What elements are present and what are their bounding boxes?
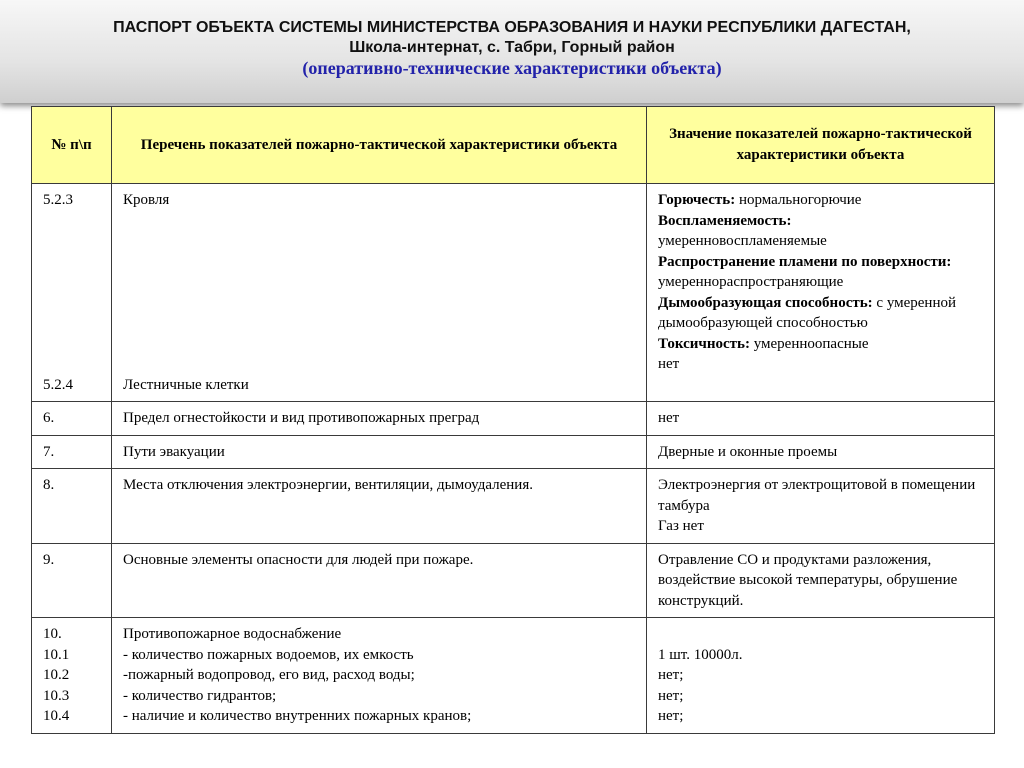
property-line [658, 190, 984, 211]
row-num: 5.2.3 [43, 192, 73, 208]
table-row [32, 618, 995, 734]
header-value: Значение показателей пожарно-тактической характеристики объекта [647, 107, 995, 184]
indicator-text: Основные элементы опасности для людей при пожаре. [112, 543, 647, 618]
value-text: нет; [658, 708, 684, 724]
row-num: 5.2.4 [43, 376, 73, 393]
table-row [32, 184, 995, 402]
property-label: Дымообразующая способность: [658, 294, 873, 311]
property-value: умеренноопасные [749, 335, 869, 352]
header-num: № п\п [32, 107, 112, 184]
property-line [658, 272, 984, 293]
property-label: Горючесть: [658, 192, 736, 208]
row-num: 10.1 [43, 646, 70, 663]
property-label: Токсичность: [658, 335, 750, 352]
header-indicator: Перечень показателей пожарно-тактической характеристики объекта [112, 107, 647, 184]
indicator-text: - наличие и количество внутренних пожарных кранов; [123, 708, 472, 724]
value-text: нет [647, 402, 995, 436]
row-num: 10.3 [43, 687, 70, 704]
property-value: с умеренной дымообразующей способностью [658, 294, 957, 331]
row-num-cell [32, 184, 112, 402]
value-cell [647, 618, 995, 734]
property-value: умеренновоспламеняемые [658, 233, 827, 249]
property-label: Распространение пламени по поверхности: [658, 253, 952, 270]
property-line [658, 252, 984, 273]
indicator-text: Места отключения электроэнергии, вентиляции, дымоудаления. [112, 469, 647, 544]
value-text [658, 624, 984, 645]
property-value: нормальногорючие [735, 192, 862, 208]
value-text: нет; [658, 687, 684, 704]
row-num: 10.4 [43, 708, 70, 724]
row-num: 7. [32, 435, 112, 469]
row-num-cell [32, 618, 112, 734]
value-text: нет; [658, 667, 684, 683]
slide-header [0, 0, 1024, 103]
indicator-text: -пожарный водопровод, его вид, расход воды; [123, 667, 415, 683]
property-line [658, 231, 984, 252]
indicator-text: - количество гидрантов; [123, 687, 277, 704]
table-row [32, 435, 995, 469]
title-line-2: Школа-интернат, с. Табри, Горный район [349, 39, 675, 56]
indicator-text: Кровля [123, 192, 170, 208]
subtitle: (оперативно-технические характеристики объекта) [302, 58, 722, 78]
value-text: нет [658, 356, 680, 372]
value-cell [647, 184, 995, 402]
table-header-row [32, 107, 995, 184]
property-line [658, 211, 984, 232]
indicator-text: - количество пожарных водоемов, их емкость [123, 646, 414, 663]
table-row [32, 469, 995, 544]
indicator-text: Противопожарное водоснабжение [123, 626, 342, 642]
value-text: Газ нет [658, 518, 704, 534]
value-cell [647, 469, 995, 544]
indicator-cell [112, 618, 647, 734]
indicator-text: Лестничные клетки [123, 376, 249, 393]
value-text: Дверные и оконные проемы [647, 435, 995, 469]
value-text: Отравление СО и продуктами разложения, воздействие высокой температуры, обрушение конструкций. [647, 543, 995, 618]
indicator-spacer [123, 211, 636, 375]
value-text: 1 шт. 10000л. [658, 646, 743, 663]
row-num: 6. [32, 402, 112, 436]
indicator-text: Пути эвакуации [112, 435, 647, 469]
indicator-cell [112, 184, 647, 402]
row-num: 9. [32, 543, 112, 618]
row-num: 8. [32, 469, 112, 544]
row-num: 10. [43, 626, 62, 642]
property-line [658, 334, 984, 355]
passport-table [31, 106, 995, 734]
value-text: Электроэнергия от электрощитовой в помещении тамбура [658, 477, 976, 514]
table-row [32, 402, 995, 436]
title-line-1: ПАСПОРТ ОБЪЕКТА СИСТЕМЫ МИНИСТЕРСТВА ОБРАЗОВАНИЯ И НАУКИ РЕСПУБЛИКИ ДАГЕСТАН, [113, 19, 911, 36]
property-value: умереннораспространяющие [658, 274, 844, 290]
row-num-spacer [43, 211, 101, 375]
property-label: Воспламеняемость: [658, 212, 792, 229]
row-num: 10.2 [43, 667, 70, 683]
indicator-text: Предел огнестойкости и вид противопожарных преград [112, 402, 647, 436]
property-line [658, 293, 984, 334]
table-row [32, 543, 995, 618]
